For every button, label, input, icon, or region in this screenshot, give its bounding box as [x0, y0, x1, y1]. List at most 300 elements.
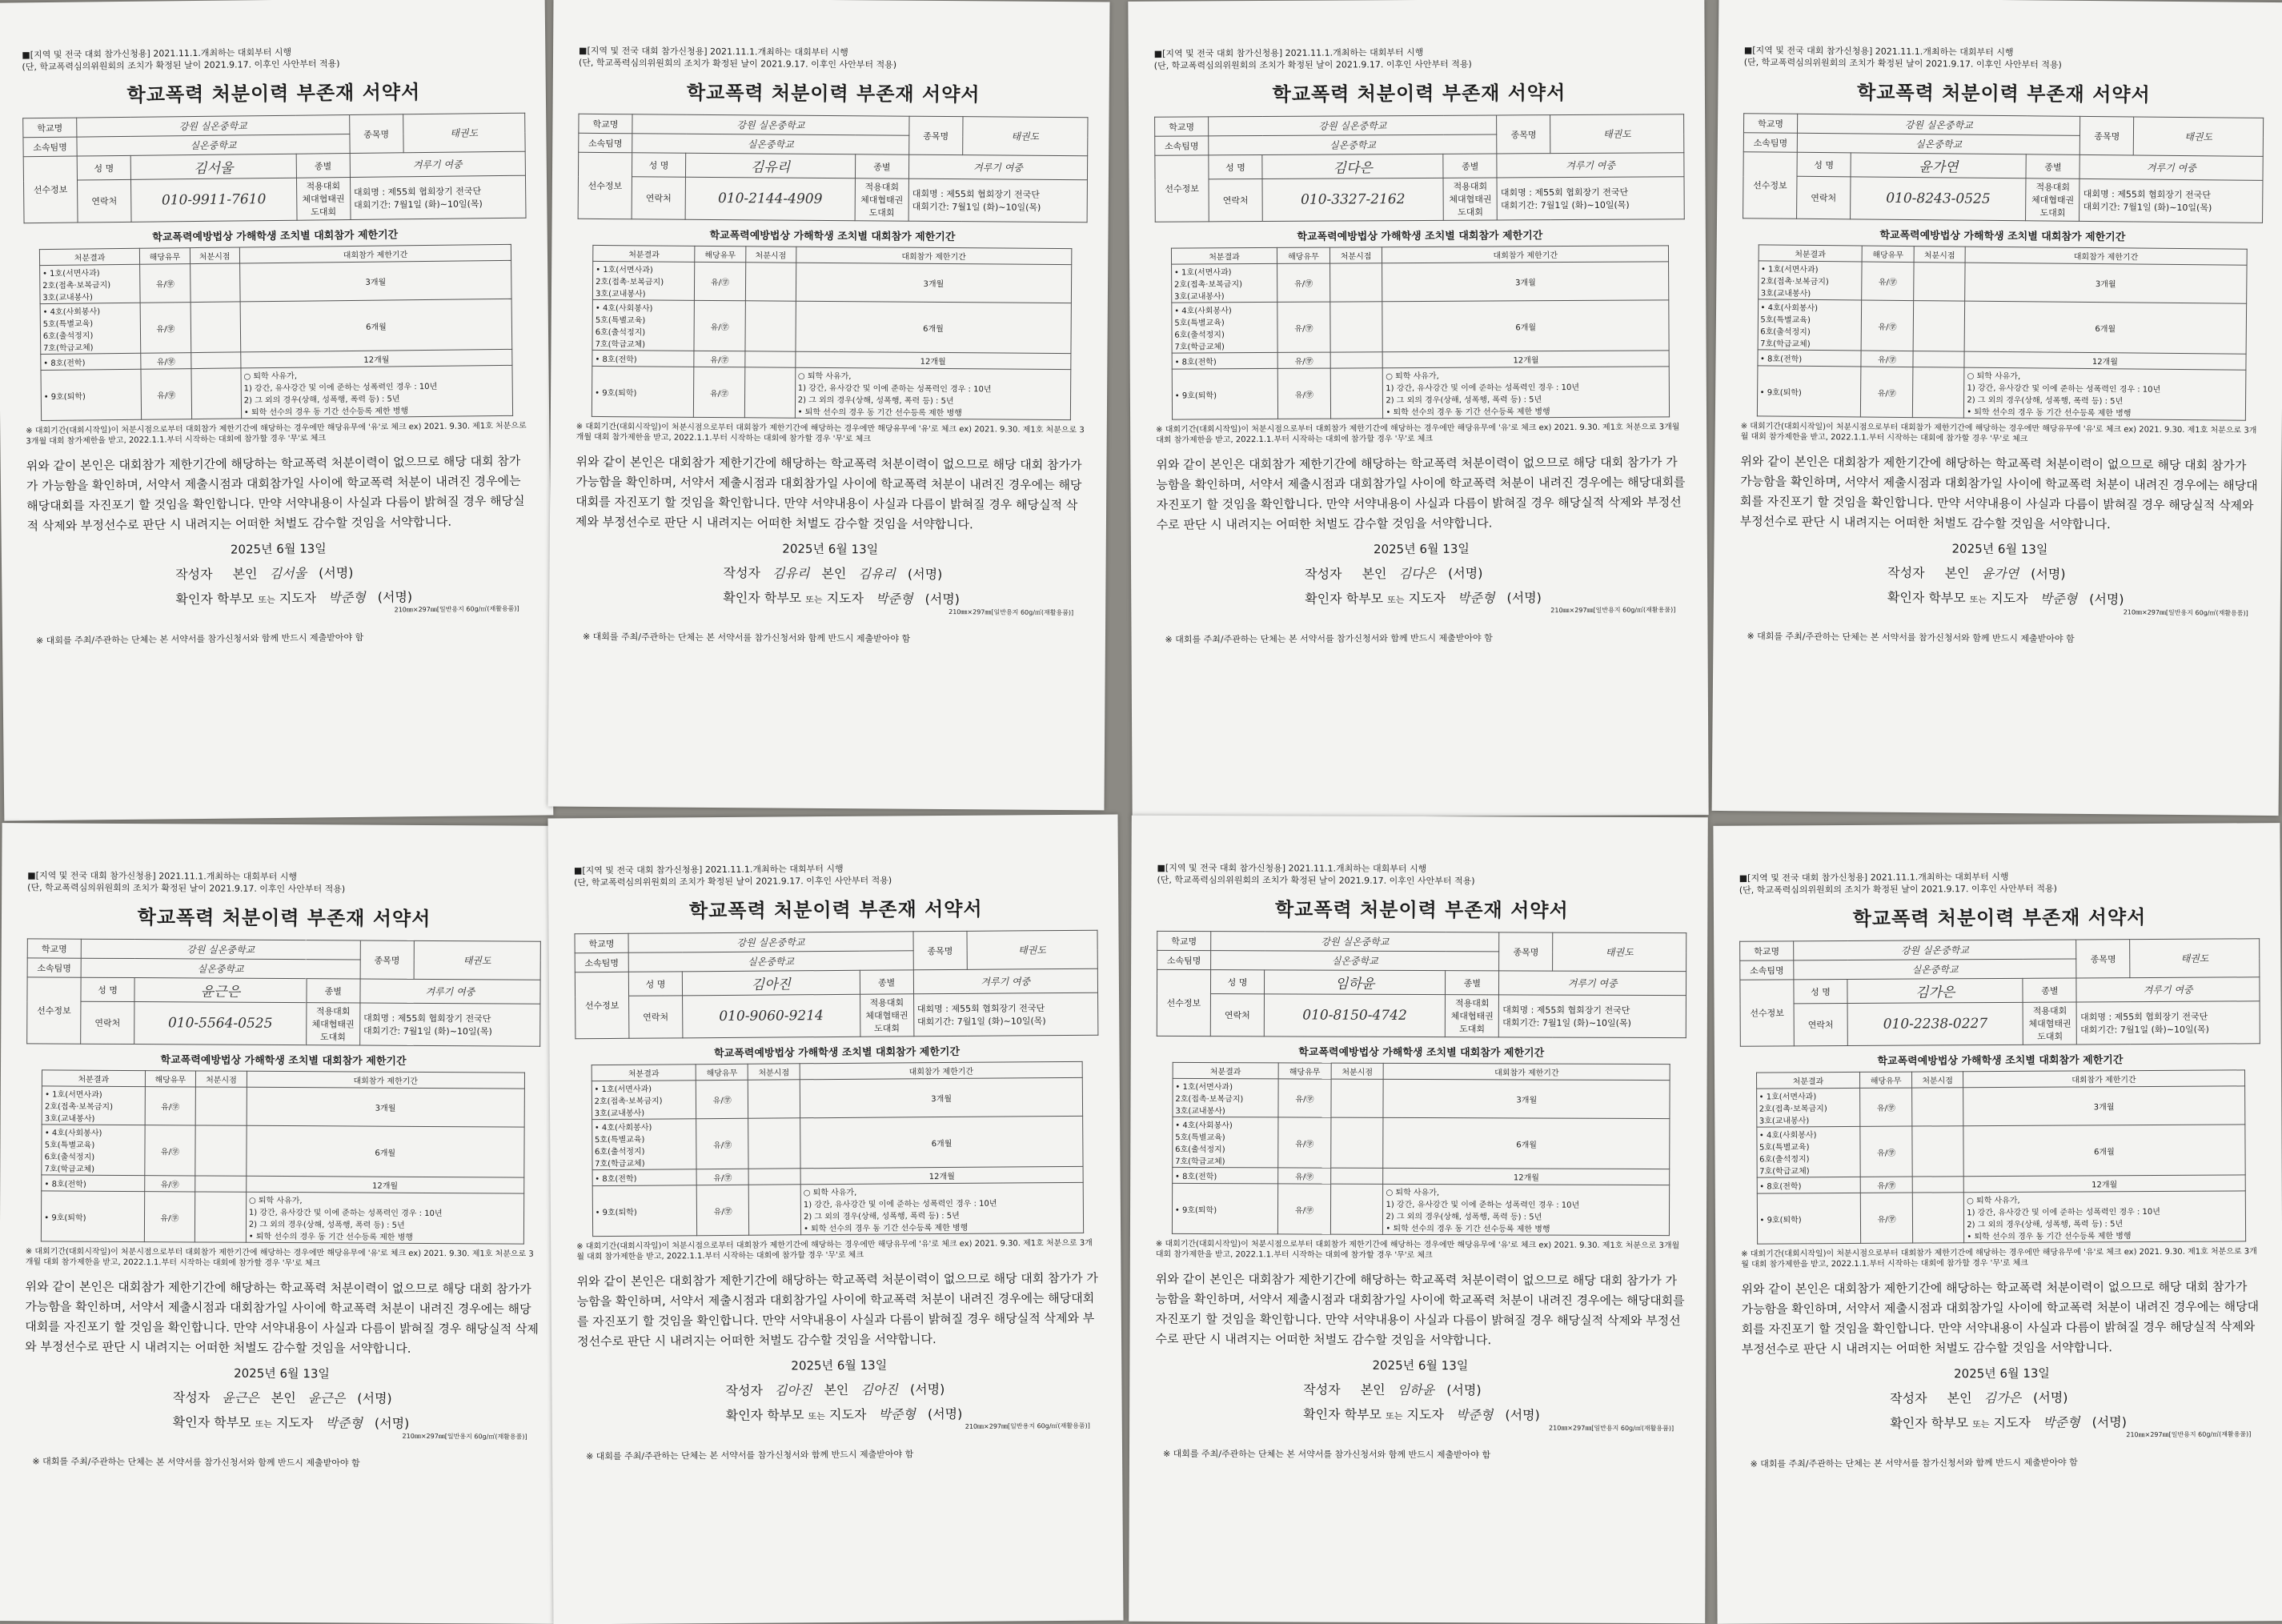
sanction-label: • 1호(서면사과) 2호(접촉·보복금지) 3호(교내봉사): [592, 1081, 696, 1120]
sanction-time: [748, 1169, 800, 1185]
sanction-time: [1912, 1126, 1964, 1177]
contact-label: 연락처: [1794, 1003, 1847, 1045]
self-signature: 윤가연: [1982, 566, 2019, 581]
sanction-time: [1330, 1168, 1383, 1184]
pledge-body: 위와 같이 본인은 대회참가 제한기간에 해당하는 학교폭력 처분이력이 없으므로 해당 대회 참가가 가능함을 확인하며, 서약서 제출시점과 대회참가일 사이에 학교폭력 처분이 내려진 경우에는 해당대회를 자진포기 할 것임을 확인합니다. 만약 서약내용이 사실과 다름이 밝혀질 경우 해당실적 삭제와 부정선수로 판단 시 내려지는 어떠한 처벌도 감수할 것임을 서약합니다.: [1740, 451, 2261, 536]
form-title: 학교폭력 처분이력 부존재 서약서: [1739, 900, 2260, 931]
footnote: ※ 대회기간(대회시작일)이 처분시점으로부터 대회참가 제한기간에 해당하는 경우에만 해당유무에 '유'로 체크 ex) 2021. 9.30. 제1호 처분으로 3개월 대회 참가제한을 받고, 2022.1.1.부터 시작하는 대회에 참가할 경우 '무'로 체크: [1741, 1246, 2261, 1269]
school-label: 학교명: [579, 114, 632, 133]
competition-label: 적용대회 체대협태권도대회: [2023, 1002, 2076, 1045]
event-value: 태권도: [2130, 939, 2260, 978]
paper-spec: 210㎜×297㎜[일반용지 60g/㎡(재활용품)]: [575, 605, 1085, 617]
applicable-check: 유/㊫: [696, 1118, 748, 1169]
name-label: 성 명: [81, 977, 134, 1001]
writer-signature: 김유리: [772, 566, 810, 581]
pledge-body: 위와 같이 본인은 대회참가 제한기간에 해당하는 학교폭력 처분이력이 없으므로 해당 대회 참가가 가능함을 확인하며, 서약서 제출시점과 대회참가일 사이에 학교폭력 처분이 내려진 경우에는 해당대회를 자진포기 할 것임을 확인합니다. 만약 서약내용이 사실과 다름이 밝혀질 경우 해당실적 삭제와 부정선수로 판단 시 내려지는 어떠한 처벌도 감수할 것임을 서약합니다.: [1156, 452, 1686, 535]
self-signature: 김다은: [1399, 566, 1436, 581]
category-label: 종별: [1443, 154, 1497, 178]
notice-line-1: ■[지역 및 전국 대회 참가신청용] 2021.11.1.개최하는 대회부터 시행: [1157, 862, 1687, 876]
col-result: 처분결과: [39, 248, 140, 265]
footnote: ※ 대회기간(대회시작일)이 처분시점으로부터 대회참가 제한기간에 해당하는 경우에만 해당유무에 '유'로 체크 ex) 2021. 9.30. 제1호 처분으로 3개월 대회 참가제한을 받고, 2022.1.1.부터 시작하는 대회에 참가할 경우 '무'로 체크: [1156, 422, 1686, 445]
event-value: 태권도: [963, 117, 1088, 156]
player-contact: 010-8150-4742: [1264, 994, 1445, 1037]
player-name: 김아진: [682, 970, 860, 996]
restriction-period: 6개월: [1382, 300, 1669, 352]
player-contact: 010-9911-7610: [130, 178, 296, 222]
school-value: 강원 실온중학교: [77, 115, 350, 138]
self-signature: 김아진: [860, 1381, 898, 1397]
player-label: 선수정보: [1155, 155, 1209, 222]
footnote: ※ 대회기간(대회시작일)이 처분시점으로부터 대회참가 제한기간에 해당하는 경우에만 해당유무에 '유'로 체크 ex) 2021. 9.30. 제1호 처분으로 3개월 대회 참가제한을 받고, 2022.1.1.부터 시작하는 대회에 참가할 경우 '무'로 체크: [1741, 421, 2261, 447]
sanction-row: [1758, 261, 2246, 303]
restriction-period: 12개월: [1963, 1175, 2244, 1193]
pledge-form-sheet-2: [547, 0, 1109, 810]
player-info-table: [22, 113, 526, 224]
sanction-row: [1756, 1125, 2244, 1177]
sanction-label: • 1호(서면사과) 2호(접촉·보복금지) 3호(교내봉사): [1171, 263, 1277, 303]
applicable-check: 유/㊫: [140, 303, 191, 354]
pledge-body: 위와 같이 본인은 대회참가 제한기간에 해당하는 학교폭력 처분이력이 없으므로 해당 대회 참가가 가능함을 확인하며, 서약서 제출시점과 대회참가일 사이에 학교폭력 처분이 내려진 경우에는 해당대회를 자진포기 할 것임을 확인합니다. 만약 서약내용이 사실과 다름이 밝혀질 경우 해당실적 삭제와 부정선수로 판단 시 내려지는 어떠한 처벌도 감수할 것임을 서약합니다.: [25, 1277, 539, 1359]
competition-label: 적용대회 체대협태권도대회: [1443, 178, 1497, 220]
col-period: 대회참가 제한기간: [796, 247, 1071, 264]
player-name: 김유리: [685, 153, 855, 178]
player-name: 김서울: [130, 154, 296, 179]
sanction-time: [1913, 351, 1965, 368]
contact-label: 연락처: [1797, 176, 1851, 219]
form-title: 학교폭력 처분이력 부존재 서약서: [1154, 76, 1684, 106]
sanction-time: [1911, 1088, 1963, 1126]
form-footer: ※ 대회를 주최/주관하는 단체는 본 서약서를 참가신청서와 함께 반드시 제출받아야 함: [1743, 1454, 2263, 1470]
restriction-period: 3개월: [1963, 1086, 2244, 1126]
notice-line-1: ■[지역 및 전국 대회 참가신청용] 2021.11.1.개최하는 대회부터 시행: [22, 44, 524, 62]
restriction-period: ○ 퇴학 사유가, 1) 강간, 유사강간 및 이에 준하는 성폭력인 경우 : 10년 2) 그 외의 경우(상해, 성폭행, 폭력 등) : 5년 • 퇴학 선수의 경우 동 기간 선수등록 제한 병행: [246, 1192, 523, 1244]
sanction-row: [1173, 1078, 1670, 1118]
col-result: 처분결과: [593, 245, 695, 262]
notice-line-2: (단, 학교폭력심의위원회의 조치가 확정된 날이 2021.9.17. 이후인 사안부터 적용): [1157, 874, 1686, 888]
col-time: 처분시점: [196, 1071, 247, 1087]
self-signature: 김유리: [858, 566, 896, 581]
sanction-time: [748, 1080, 800, 1118]
col-result: 처분결과: [1756, 1072, 1860, 1089]
pledge-form-sheet-4: [1712, 0, 2282, 816]
writer-signature: 윤근은: [222, 1390, 259, 1405]
team-value: 실온중학교: [77, 134, 350, 157]
applicable-check: 유/㊫: [694, 300, 745, 351]
player-contact: 010-9060-9214: [683, 994, 860, 1038]
form-footer: ※ 대회를 주최/주관하는 단체는 본 서약서를 참가신청서와 함께 반드시 제출받아야 함: [1739, 629, 2259, 647]
pledge-body: 위와 같이 본인은 대회참가 제한기간에 해당하는 학교폭력 처분이력이 없으므로 해당 대회 참가가 가능함을 확인하며, 서약서 제출시점과 대회참가일 사이에 학교폭력 처분이 내려진 경우에는 해당대회를 자진포기 할 것임을 확인합니다. 만약 서약내용이 사실과 다름이 밝혀질 경우 해당실적 삭제와 부정선수로 판단 시 내려지는 어떠한 처벌도 감수할 것임을 서약합니다.: [26, 451, 530, 537]
applicable-check: 유/㊫: [1277, 352, 1330, 368]
writer-row: 작성자 본인 김다은 (서명): [1157, 562, 1686, 583]
sanction-time: [1330, 352, 1383, 368]
writer-signature: 김아진: [775, 1382, 812, 1397]
category-label: 종별: [2026, 154, 2079, 179]
applicable-check: 유/㊫: [696, 1185, 748, 1235]
event-label: 종목명: [1497, 115, 1550, 154]
category-value: 겨루기 여중: [908, 154, 1087, 180]
restriction-period: 12개월: [1964, 351, 2245, 370]
sanction-title: 학교폭력예방법상 가해학생 조치별 대회참가 제한기간: [577, 226, 1087, 244]
category-label: 종별: [2023, 978, 2076, 1002]
team-value: 실온중학교: [81, 958, 360, 979]
sanction-label: • 8호(전학): [1757, 1177, 1861, 1193]
coach-signature: 박준형: [325, 1415, 362, 1430]
col-time: 처분시점: [1329, 247, 1382, 263]
team-value: 실온중학교: [1211, 951, 1499, 971]
sanction-row: [1757, 366, 2246, 420]
restriction-period: 3개월: [796, 263, 1072, 303]
sanction-row: [1173, 1117, 1670, 1169]
col-applicable: 해당유무: [1277, 247, 1330, 263]
competition-info: 대회명 : 제55회 협회장기 전국단 대회기간: 7월1일 (화)~10일(목): [1499, 995, 1686, 1038]
applicable-check: 유/㊫: [1277, 368, 1330, 419]
restriction-period: 3개월: [800, 1077, 1083, 1117]
form-title: 학교폭력 처분이력 부존재 서약서: [1743, 75, 2264, 108]
confirm-row: 확인자 학부모 또는 지도자 박준형 (서명): [27, 586, 530, 610]
sanction-label: • 1호(서면사과) 2호(접촉·보복금지) 3호(교내봉사): [1756, 1088, 1860, 1127]
sanction-time: [744, 301, 796, 351]
paper-spec: 210㎜×297㎜[일반용지 60g/㎡(재활용품)]: [25, 1430, 539, 1441]
confirm-row: 확인자 학부모 또는 지도자 박준형 (서명): [1742, 1411, 2262, 1432]
school-value: 강원 실온중학교: [1794, 940, 2077, 960]
pledge-date: 2025년 6월 13일: [1742, 1363, 2262, 1382]
restriction-period: 12개월: [1383, 1168, 1670, 1185]
col-time: 처분시점: [190, 247, 239, 264]
applicable-check: 유/㊫: [1278, 1079, 1331, 1117]
competition-label: 적용대회 체대협태권도대회: [306, 1003, 359, 1045]
coach-signature: 박준형: [2040, 591, 2078, 606]
player-name: 김다은: [1262, 154, 1443, 178]
sanction-label: • 9호(퇴학): [1172, 368, 1278, 419]
applicable-check: 유/㊫: [141, 353, 191, 370]
event-label: 종목명: [909, 116, 963, 154]
restriction-period: ○ 퇴학 사유가, 1) 강간, 유사강간 및 이에 준하는 성폭력인 경우 : 10년 2) 그 외의 경우(상해, 성폭행, 폭력 등) : 5년 • 퇴학 선수의 경우 동 기간 선수등록 제한 병행: [800, 1182, 1084, 1234]
name-label: 성 명: [628, 972, 682, 996]
sanction-label: • 9호(퇴학): [592, 366, 694, 417]
player-info-table: [578, 114, 1089, 223]
writer-row: 작성자 본인 임하윤 (서명): [1155, 1379, 1685, 1399]
player-name: 윤가연: [1851, 153, 2027, 178]
restriction-period: 3개월: [239, 260, 511, 302]
applicable-check: 유/㊫: [1861, 300, 1913, 351]
restriction-period: 3개월: [247, 1087, 524, 1127]
event-label: 종목명: [1499, 932, 1553, 971]
self-signature: 윤근은: [308, 1390, 345, 1405]
applicable-check: 유/㊫: [1861, 1177, 1913, 1193]
restriction-period: 3개월: [1383, 1079, 1670, 1118]
contact-label: 연락처: [629, 996, 683, 1038]
school-value: 강원 실온중학교: [632, 114, 909, 135]
restriction-period: 3개월: [1965, 263, 2247, 303]
sanction-label: • 1호(서면사과) 2호(접촉·보복금지) 3호(교내봉사): [39, 264, 140, 303]
player-info-table: [1157, 931, 1686, 1038]
category-label: 종별: [296, 153, 350, 178]
notice-line-2: (단, 학교폭력심의위원회의 조치가 확정된 날이 2021.9.17. 이후인 사안부터 적용): [1154, 57, 1684, 71]
team-label: 소속팀명: [579, 133, 632, 152]
applicable-check: 유/㊫: [145, 1087, 196, 1125]
applicable-check: 유/㊫: [694, 367, 745, 417]
event-value: 태권도: [414, 940, 540, 980]
school-value: 강원 실온중학교: [1797, 114, 2080, 135]
sanction-row: [1757, 1191, 2245, 1244]
applicable-check: 유/㊫: [1861, 1193, 1913, 1243]
sanction-label: • 4호(사회봉사) 5호(특별교육) 6호(출석정지) 7호(학급교체): [1758, 299, 1862, 351]
applicable-check: 유/㊫: [695, 262, 745, 300]
sanction-time: [1913, 301, 1965, 352]
competition-label: 적용대회 체대협태권도대회: [860, 994, 913, 1037]
sanction-time: [195, 1192, 247, 1242]
restriction-period: 12개월: [241, 349, 513, 368]
sanction-time: [1330, 1117, 1383, 1168]
applicable-check: 유/㊫: [1862, 262, 1914, 301]
competition-info: 대회명 : 제55회 협회장기 전국단 대회기간: 7월1일 (화)~10일(목): [913, 992, 1098, 1037]
event-label: 종목명: [360, 940, 414, 979]
category-value: 겨루기 여중: [1497, 153, 1684, 178]
applicable-check: 유/㊫: [1860, 1088, 1912, 1126]
sanction-time: [1330, 302, 1383, 352]
applicable-check: 유/㊫: [144, 1125, 195, 1176]
notice-line-1: ■[지역 및 전국 대회 참가신청용] 2021.11.1.개최하는 대회부터 시행: [579, 45, 1089, 60]
footnote: ※ 대회기간(대회시작일)이 처분시점으로부터 대회참가 제한기간에 해당하는 경우에만 해당유무에 '유'로 체크 ex) 2021. 9.30. 제1호 처분으로 3개월 대회 참가제한을 받고, 2022.1.1.부터 시작하는 대회에 참가할 경우 '무'로 체크: [1156, 1239, 1686, 1261]
sanction-time: [191, 302, 241, 353]
form-footer: ※ 대회를 주최/주관하는 단체는 본 서약서를 참가신청서와 함께 반드시 제출받아야 함: [24, 1454, 538, 1470]
sanction-row: [1172, 1183, 1669, 1235]
coach-signature: 박준형: [1458, 591, 1494, 606]
sanction-row: [592, 1116, 1083, 1169]
school-value: 강원 실온중학교: [81, 939, 360, 960]
name-label: 성 명: [632, 153, 685, 177]
form-title: 학교폭력 처분이력 부존재 서약서: [1157, 893, 1686, 923]
sanction-label: • 9호(퇴학): [1757, 366, 1861, 417]
restriction-period: 12개월: [800, 1166, 1084, 1184]
pledge-form-sheet-8: [1713, 823, 2282, 1624]
coach-signature: 박준형: [328, 590, 366, 605]
player-name: 윤근은: [134, 978, 307, 1003]
notice-line-2: (단, 학교폭력심의위원회의 조치가 확정된 날이 2021.9.17. 이후인 사안부터 적용): [1739, 881, 2260, 896]
sanction-label: • 8호(전학): [42, 1175, 144, 1192]
school-value: 강원 실온중학교: [628, 932, 913, 952]
sanction-row: [40, 299, 512, 354]
applicable-check: 유/㊫: [696, 1169, 748, 1185]
footnote: ※ 대회기간(대회시작일)이 처분시점으로부터 대회참가 제한기간에 해당하는 경우에만 해당유무에 '유'로 체크 ex) 2021. 9.30. 제1호 처분으로 3개월 대회 참가제한을 받고, 2022.1.1.부터 시작하는 대회에 참가할 경우 '무'로 체크: [26, 1246, 539, 1269]
sanction-label: • 8호(전학): [1757, 350, 1861, 367]
pledge-form-sheet-7: [1129, 816, 1708, 1624]
sanction-row: [1756, 1086, 2244, 1127]
category-value: 겨루기 여중: [360, 979, 540, 1004]
sanction-row: [1172, 300, 1670, 353]
sanction-time: [745, 263, 796, 301]
sanction-time: [1330, 1184, 1383, 1234]
sanction-label: • 8호(전학): [592, 1169, 697, 1186]
applicable-check: 유/㊫: [141, 369, 191, 420]
restriction-period: 6개월: [240, 299, 512, 352]
restriction-period: ○ 퇴학 사유가, 1) 강간, 유사강간 및 이에 준하는 성폭력인 경우 : 10년 2) 그 외의 경우(상해, 성폭행, 폭력 등) : 5년 • 퇴학 선수의 경우 동 기간 선수등록 제한 병행: [795, 367, 1071, 419]
sanction-label: • 9호(퇴학): [1757, 1193, 1861, 1244]
sanction-title: 학교폭력예방법상 가해학생 조치별 대회참가 제한기간: [26, 1050, 540, 1068]
sanction-time: [195, 1176, 247, 1192]
sanction-row: [592, 299, 1071, 353]
applicable-check: 유/㊫: [144, 1176, 195, 1192]
restriction-period: ○ 퇴학 사유가, 1) 강간, 유사강간 및 이에 준하는 성폭력인 경우 : 10년 2) 그 외의 경우(상해, 성폭행, 폭력 등) : 5년 • 퇴학 선수의 경우 동 기간 선수등록 제한 병행: [1383, 1184, 1670, 1235]
confirm-row: 확인자 학부모 또는 지도자 박준형 (서명): [578, 1403, 1101, 1426]
pledge-date: 2025년 6월 13일: [1157, 539, 1686, 558]
writer-row: 작성자 본인 윤가연 (서명): [1739, 561, 2260, 584]
form-title: 학교폭력 처분이력 부존재 서약서: [22, 75, 525, 109]
school-label: 학교명: [1743, 114, 1797, 134]
school-label: 학교명: [1157, 931, 1211, 950]
event-value: 태권도: [2134, 117, 2264, 156]
notice-line-2: (단, 학교폭력심의위원회의 조치가 확정된 날이 2021.9.17. 이후인 사안부터 적용): [22, 56, 524, 74]
col-applicable: 해당유무: [1862, 246, 1914, 263]
writer-row: 작성자 본인 김서울 (서명): [27, 561, 530, 585]
paper-spec: 210㎜×297㎜[일반용지 60g/㎡(재활용품)]: [578, 1422, 1101, 1434]
form-footer: ※ 대회를 주최/주관하는 단체는 본 서약서를 참가신청서와 함께 반드시 제출받아야 함: [1155, 1447, 1685, 1462]
pledge-form-sheet-3: [1128, 0, 1708, 818]
event-label: 종목명: [2076, 940, 2130, 978]
player-info-table: [1154, 114, 1685, 222]
player-label: 선수정보: [575, 972, 629, 1038]
sanction-label: • 9호(퇴학): [592, 1185, 697, 1237]
category-value: 겨루기 여중: [1499, 971, 1686, 996]
restriction-period: 6개월: [1963, 1125, 2245, 1177]
sanction-title: 학교폭력예방법상 가해학생 조치별 대회참가 제한기간: [1157, 1043, 1686, 1060]
pledge-date: 2025년 6월 13일: [576, 539, 1085, 559]
applicable-check: 유/㊫: [1278, 1117, 1331, 1168]
col-time: 처분시점: [745, 247, 796, 263]
sanction-time: [1912, 1193, 1964, 1243]
sanction-time: [744, 351, 795, 367]
applicable-check: 유/㊫: [1277, 302, 1330, 352]
category-value: 겨루기 여중: [2079, 154, 2263, 180]
writer-row: 작성자 윤근은 본인 윤근은 (서명): [25, 1386, 539, 1407]
competition-info: 대회명 : 제55회 협회장기 전국단 대회기간: 7월1일 (화)~10일(목): [359, 1003, 539, 1046]
name-label: 성 명: [1209, 155, 1262, 179]
pledge-date: 2025년 6월 13일: [1155, 1356, 1685, 1374]
col-applicable: 해당유무: [1278, 1063, 1331, 1079]
sanction-label: • 1호(서면사과) 2호(접촉·보복금지) 3호(교내봉사): [1758, 261, 1862, 300]
restriction-period: 6개월: [247, 1125, 524, 1177]
school-value: 강원 실온중학교: [1211, 932, 1499, 952]
name-label: 성 명: [77, 155, 130, 180]
confirm-row: 확인자 학부모 또는 지도자 박준형 (서명): [575, 587, 1085, 608]
sanction-table: [41, 1069, 525, 1244]
sanction-table: [591, 1061, 1084, 1237]
sanction-label: • 4호(사회봉사) 5호(특별교육) 6호(출석정지) 7호(학급교체): [1756, 1126, 1860, 1177]
sanction-time: [1912, 367, 1964, 419]
pledge-form-sheet-5: [0, 823, 563, 1624]
paper-spec: 210㎜×297㎜[일반용지 60g/㎡(재활용품)]: [28, 604, 531, 619]
sanction-time: [195, 1087, 247, 1125]
col-period: 대회참가 제한기간: [1965, 247, 2246, 265]
restriction-period: 12개월: [796, 351, 1071, 369]
event-label: 종목명: [913, 931, 967, 969]
sanction-table: [1756, 1069, 2246, 1244]
restriction-period: 6개월: [1964, 301, 2246, 354]
player-contact: 010-8243-0525: [1851, 177, 2027, 221]
contact-label: 연락처: [632, 177, 685, 219]
player-info-table: [1739, 938, 2260, 1046]
contact-label: 연락처: [1209, 179, 1262, 222]
team-value: 실온중학교: [1209, 134, 1497, 155]
sanction-title: 학교폭력예방법상 가해학생 조치별 대회참가 제한기간: [1740, 1050, 2260, 1068]
form-footer: ※ 대회를 주최/주관하는 단체는 본 서약서를 참가신청서와 함께 반드시 제출받아야 함: [575, 630, 1085, 646]
pledge-date: 2025년 6월 13일: [25, 1363, 539, 1382]
category-label: 종별: [1446, 971, 1499, 995]
sanction-time: [191, 368, 242, 419]
sanction-row: [39, 260, 511, 303]
restriction-period: ○ 퇴학 사유가, 1) 강간, 유사강간 및 이에 준하는 성폭력인 경우 : 10년 2) 그 외의 경우(상해, 성폭행, 폭력 등) : 5년 • 퇴학 선수의 경우 동 기간 선수등록 제한 병행: [1383, 367, 1670, 419]
confirm-row: 확인자 학부모 또는 지도자 박준형 (서명): [1157, 587, 1686, 607]
sanction-label: • 8호(전학): [592, 350, 694, 367]
player-name: 임하윤: [1264, 970, 1445, 995]
event-value: 태권도: [1550, 114, 1684, 154]
sanction-row: [593, 261, 1072, 303]
contact-label: 연락처: [77, 179, 131, 223]
col-result: 처분결과: [1759, 245, 1863, 262]
name-label: 성 명: [1210, 970, 1264, 994]
player-label: 선수정보: [1743, 152, 1798, 219]
confirm-row: 확인자 학부모 또는 지도자 박준형 (서명): [25, 1411, 539, 1432]
sanction-label: • 1호(서면사과) 2호(접촉·보복금지) 3호(교내봉사): [42, 1086, 145, 1125]
sanction-row: [1171, 262, 1669, 303]
name-label: 성 명: [1794, 979, 1847, 1003]
notice-line-2: (단, 학교폭력심의위원회의 조치가 확정된 날이 2021.9.17. 이후인 사안부터 적용): [1744, 56, 2264, 73]
school-label: 학교명: [23, 118, 77, 138]
sanction-label: • 9호(퇴학): [41, 369, 142, 420]
school-value: 강원 실온중학교: [1209, 115, 1497, 136]
coach-signature: 박준형: [878, 1406, 916, 1422]
restriction-period: 6개월: [1383, 1117, 1670, 1169]
sanction-title: 학교폭력예방법상 가해학생 조치별 대회참가 제한기간: [1155, 226, 1685, 243]
competition-label: 적용대회 체대협태권도대회: [855, 178, 908, 221]
notice-line-2: (단, 학교폭력심의위원회의 조치가 확정된 날이 2021.9.17. 이후인 사안부터 적용): [579, 57, 1089, 72]
col-time: 처분시점: [1914, 247, 1966, 263]
applicable-check: 유/㊫: [696, 1080, 748, 1118]
sanction-label: • 1호(서면사과) 2호(접촉·보복금지) 3호(교내봉사): [593, 261, 696, 300]
event-label: 종목명: [349, 114, 403, 154]
competition-info: 대회명 : 제55회 협회장기 전국단 대회기간: 7월1일 (화)~10일(목): [1497, 177, 1684, 220]
competition-info: 대회명 : 제55회 협회장기 전국단 대회기간: 7월1일 (화)~10일(목): [2079, 178, 2263, 223]
form-footer: ※ 대회를 주최/주관하는 단체는 본 서약서를 참가신청서와 함께 반드시 제출받아야 함: [578, 1446, 1101, 1463]
player-label: 선수정보: [27, 977, 81, 1044]
notice-line-1: ■[지역 및 전국 대회 참가신청용] 2021.11.1.개최하는 대회부터 시행: [1744, 44, 2264, 61]
col-time: 처분시점: [1331, 1063, 1384, 1079]
self-signature: 김가은: [1984, 1390, 2021, 1405]
sanction-row: [1173, 1167, 1670, 1185]
applicable-check: 유/㊫: [140, 264, 191, 303]
team-label: 소속팀명: [1157, 950, 1211, 969]
restriction-period: 6개월: [800, 1116, 1084, 1168]
form-title: 학교폭력 처분이력 부존재 서약서: [574, 892, 1097, 924]
sanction-label: • 4호(사회봉사) 5호(특별교육) 6호(출석정지) 7호(학급교체): [1172, 302, 1278, 353]
notice-line-2: (단, 학교폭력심의위원회의 조치가 확정된 날이 2021.9.17. 이후인 사안부터 적용): [574, 873, 1097, 889]
sanction-time: [1913, 263, 1965, 302]
team-label: 소속팀명: [575, 952, 628, 972]
applicable-check: 유/㊫: [1860, 1126, 1912, 1177]
player-info-table: [1743, 113, 2264, 223]
sanction-label: • 9호(퇴학): [42, 1191, 145, 1242]
col-period: 대회참가 제한기간: [247, 1071, 524, 1089]
sanction-label: • 4호(사회봉사) 5호(특별교육) 6호(출석정지) 7호(학급교체): [592, 299, 695, 351]
pledge-form-sheet-6: [547, 815, 1123, 1624]
competition-label: 적용대회 체대협태권도대회: [1446, 995, 1499, 1037]
sanction-row: [42, 1191, 524, 1244]
self-signature: 김서울: [270, 566, 307, 581]
competition-info: 대회명 : 제55회 협회장기 전국단 대회기간: 7월1일 (화)~10일(목): [350, 175, 526, 219]
col-applicable: 해당유무: [145, 1071, 196, 1087]
notice-line-1: ■[지역 및 전국 대회 참가신청용] 2021.11.1.개최하는 대회부터 시행: [1154, 45, 1684, 59]
sanction-table: [1171, 245, 1670, 419]
